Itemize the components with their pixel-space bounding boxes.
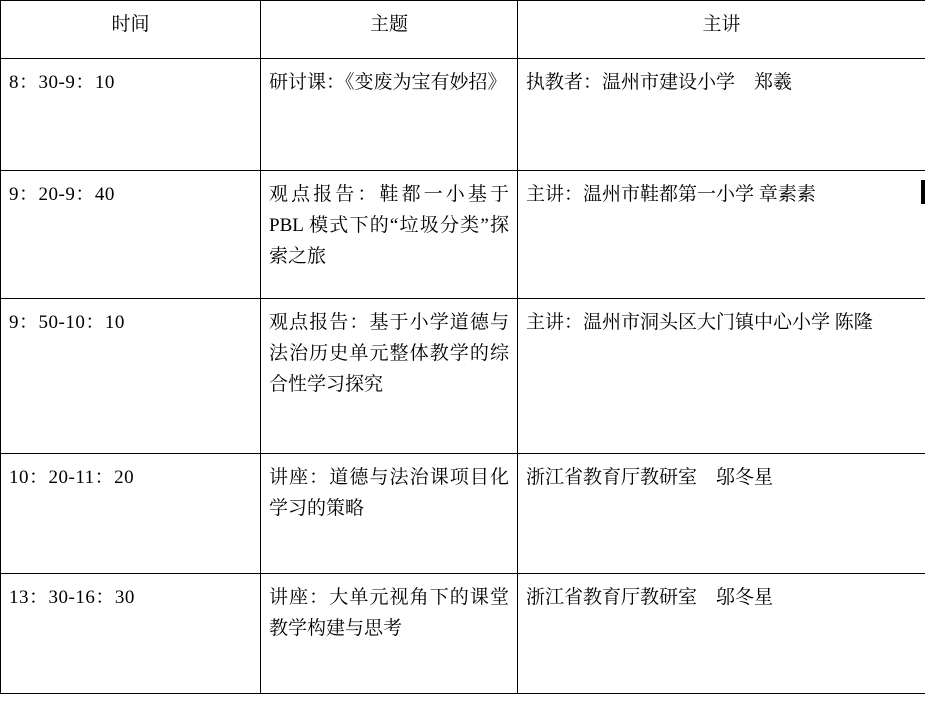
- cell-time: 13：30-16：30: [1, 574, 261, 694]
- cell-topic: 观点报告：基于小学道德与法治历史单元整体教学的综合性学习探究: [261, 299, 518, 454]
- cell-topic: 讲座：大单元视角下的课堂教学构建与思考: [261, 574, 518, 694]
- column-header-topic: 主题: [261, 1, 518, 59]
- cell-time: 9：20-9：40: [1, 171, 261, 299]
- cell-time: 8：30-9：10: [1, 59, 261, 171]
- cell-speaker: 浙江省教育厅教研室 邬冬星: [518, 574, 925, 694]
- cell-time: 9：50-10：10: [1, 299, 261, 454]
- cell-topic: 研讨课：《变废为宝有妙招》: [261, 59, 518, 171]
- table-body: [1, 59, 925, 694]
- column-header-time: 时间: [1, 1, 261, 59]
- cell-speaker: 执教者：温州市建设小学 郑羲: [518, 59, 925, 171]
- table-row: [1, 59, 925, 171]
- table-row: [1, 299, 925, 454]
- table-row: [1, 574, 925, 694]
- table-row: [1, 171, 925, 299]
- page-edge-mark: [921, 180, 925, 204]
- cell-speaker: 浙江省教育厅教研室 邬冬星: [518, 454, 925, 574]
- column-header-speaker: 主讲: [518, 1, 925, 59]
- table-row: [1, 454, 925, 574]
- cell-topic: 讲座：道德与法治课项目化学习的策略: [261, 454, 518, 574]
- cell-speaker: 主讲：温州市洞头区大门镇中心小学 陈隆: [518, 299, 925, 454]
- cell-topic: 观点报告：鞋都一小基于 PBL 模式下的“垃圾分类”探索之旅: [261, 171, 518, 299]
- cell-time: 10：20-11：20: [1, 454, 261, 574]
- header-row: [1, 1, 925, 59]
- cell-speaker: 主讲：温州市鞋都第一小学 章素素: [518, 171, 925, 299]
- table-header: [1, 1, 925, 59]
